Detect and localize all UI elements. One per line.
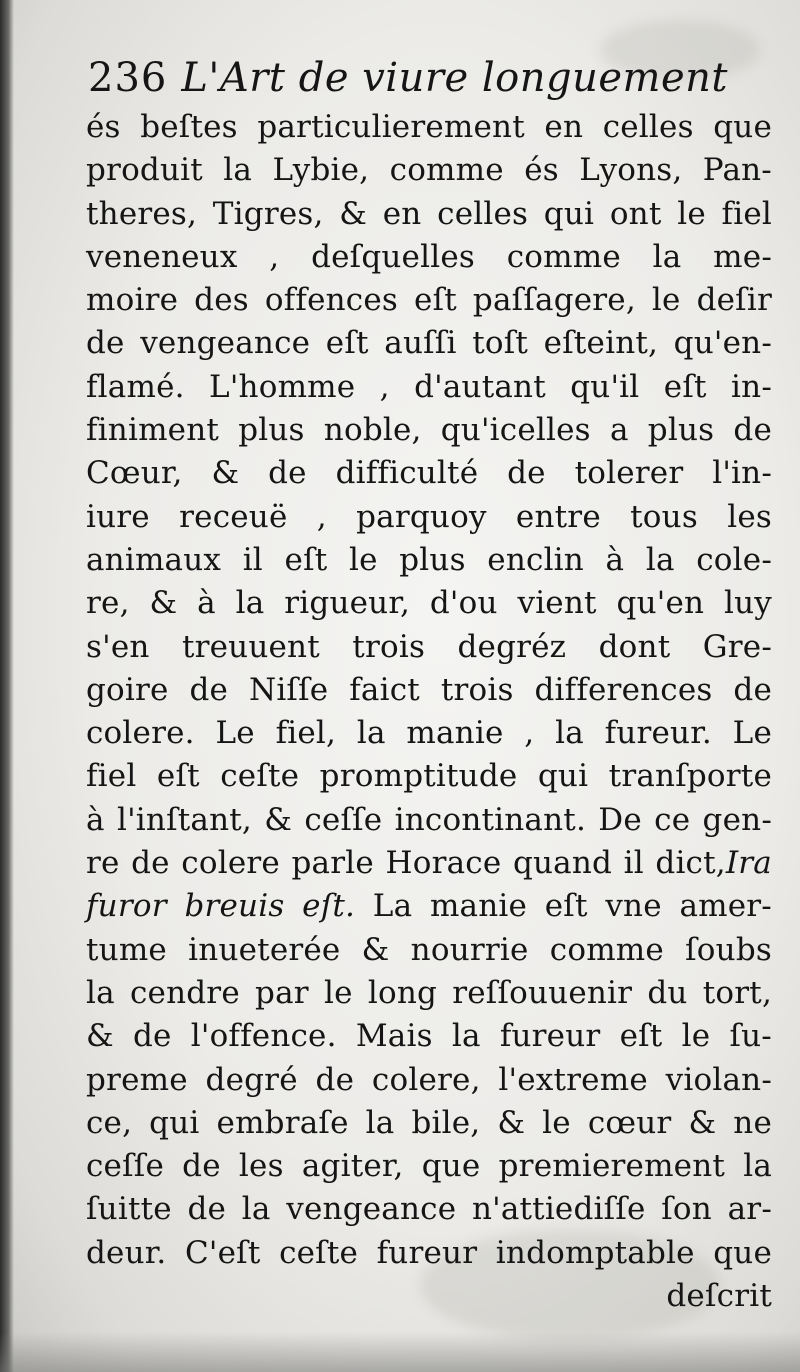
- text-line: theres, Tigres, & en celles qui ont le fiel: [86, 195, 772, 232]
- text-line: animaux il eſt le plus enclin à la cole-: [86, 541, 772, 578]
- page-number: 236: [88, 55, 168, 101]
- text-line: Cœur, & de difficulté de tolerer l'in-: [86, 455, 772, 492]
- text-line: à l'inſtant, & ceſſe incontinant. De ce gen-: [86, 801, 772, 838]
- text-line: & de l'offence. Mais la fureur eſt le ſu-: [86, 1018, 772, 1055]
- text-line: deur. C'eſt ceſte fureur indomptable que: [86, 1234, 772, 1271]
- text-line: de vengeance eſt auſſi toſt eſteint, qu'en-: [86, 325, 772, 362]
- running-header: [88, 52, 778, 104]
- text-line: tume inueterée & nourrie comme ſoubs: [86, 931, 772, 968]
- page-bottom-shadow: [0, 1332, 800, 1372]
- text-line: veneneux , deſquelles comme la me-: [86, 238, 772, 275]
- text-line: és beſtes particulierement en celles que: [86, 109, 772, 145]
- page-gutter-shadow: [0, 0, 14, 1372]
- text-line: [86, 842, 772, 885]
- text-line: preme degré de colere, l'extreme violan-: [86, 1061, 772, 1098]
- text-line: flamé. L'homme , d'autant qu'il eſt in-: [86, 368, 772, 405]
- text-segment: re de colere parle Horace quand il dict,: [86, 845, 726, 882]
- latin-quote-start: Ira: [725, 845, 772, 882]
- text-line: finiment plus noble, qu'icelles a plus de: [86, 412, 772, 449]
- text-line: ſuitte de la vengeance n'attiediſſe ſon ar-: [86, 1191, 772, 1228]
- body-text: [86, 106, 772, 1318]
- text-line: ceſſe de les agiter, que premierement la: [86, 1148, 772, 1185]
- text-line: ce, qui embraſe la bile, & le cœur & ne: [86, 1104, 772, 1141]
- catchword: deſcrit: [666, 1278, 772, 1315]
- text-line: s'en treuuent trois degréz dont Gre-: [86, 628, 772, 665]
- text-line: [86, 885, 772, 928]
- text-line: goire de Niſſe faict trois differences de: [86, 671, 772, 708]
- latin-quote-end: furor breuis eſt.: [86, 888, 356, 925]
- running-title: L'Art de viure longuement: [181, 55, 728, 101]
- text-line: la cendre par le long reſſouuenir du tort,: [86, 974, 772, 1011]
- text-line: colere. Le fiel, la manie , la fureur. Le: [86, 715, 772, 752]
- text-line: iure receuë , parquoy entre tous les: [86, 498, 772, 535]
- text-segment: La manie eſt vne amer-: [355, 888, 772, 925]
- text-line: fiel eſt ceſte promptitude qui tranſporte: [86, 758, 772, 795]
- text-line: re, & à la rigueur, d'ou vient qu'en luy: [86, 585, 772, 622]
- text-line: moire des offences eſt paſſagere, le deſir: [86, 282, 772, 319]
- text-line: produit la Lybie, comme és Lyons, Pan-: [86, 152, 772, 189]
